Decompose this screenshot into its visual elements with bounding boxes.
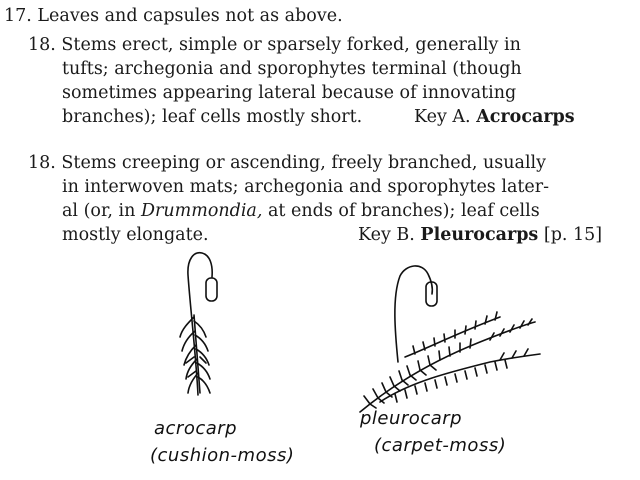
couplet-17 — [4, 4, 343, 28]
lead-18a-line-1 — [28, 33, 521, 57]
key-b-page-ref: [p. 15] — [543, 225, 603, 245]
lead-18b-line-2: in interwoven mats; archegonia and sporophytes later- — [62, 177, 550, 197]
lead-18b-number: 18. — [28, 153, 56, 173]
acrocarp-moss-drawing — [150, 245, 270, 405]
key-a-name: Acrocarps — [476, 107, 575, 127]
lead-18a-line-2: tufts; archegonia and sporophytes terminal (though — [62, 59, 522, 79]
lead-18b-text-1: Stems creeping or ascending, freely branched, usually — [61, 153, 547, 173]
lead-18a-text-1: Stems erect, simple or sparsely forked, generally in — [61, 35, 521, 55]
lead-18b-line-3a: al (or, in — [62, 201, 141, 221]
lead-18a-line-4: branches); leaf cells mostly short. — [62, 107, 363, 127]
lead-18a-line-3: sometimes appearing lateral because of innovating — [62, 83, 517, 103]
key-b-prefix: Key B. — [358, 225, 415, 245]
acrocarp-caption: (cushion-moss) — [150, 445, 295, 466]
acrocarp-label: acrocarp — [154, 418, 238, 439]
lead-18a-number: 18. — [28, 35, 56, 55]
key-a-reference — [414, 105, 575, 129]
lead-18b-line-3b: at ends of branches); leaf cells — [262, 201, 540, 221]
key-b-name: Pleurocarps — [420, 225, 539, 245]
pleurocarp-label: pleurocarp — [360, 408, 463, 429]
pleurocarp-moss-drawing — [350, 262, 550, 432]
pleurocarp-caption: (carpet-moss) — [374, 435, 507, 456]
lead-18b-line-4: mostly elongate. — [62, 225, 209, 245]
couplet-17-number: 17. — [4, 6, 32, 26]
key-a-prefix: Key A. — [414, 107, 471, 127]
lead-18b-line-1 — [28, 151, 546, 175]
genus-drummondia: Drummondia, — [140, 201, 263, 221]
couplet-17-text: Leaves and capsules not as above. — [37, 6, 343, 26]
key-b-reference — [358, 223, 602, 247]
lead-18b-line-3 — [62, 199, 540, 223]
